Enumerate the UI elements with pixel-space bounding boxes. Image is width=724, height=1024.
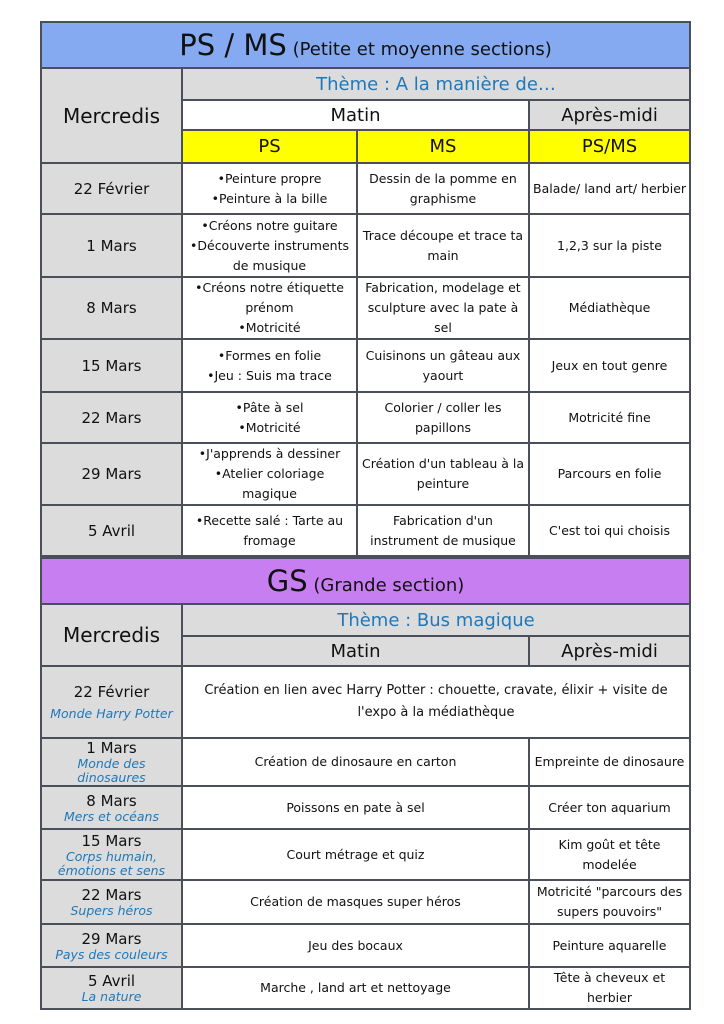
gs-afternoon-header: Après-midi	[529, 636, 690, 666]
ps-activity-item: •Pâte à sel	[235, 399, 304, 415]
ms-activity: Création d'un tableau à la peinture	[357, 443, 529, 505]
day-date: 1 Mars	[41, 214, 182, 277]
afternoon-activity: Créer ton aquarium	[529, 786, 690, 829]
table-row	[41, 738, 690, 786]
ms-activity: Cuisinons un gâteau aux yaourt	[357, 339, 529, 392]
day-subtheme: Corps humain, émotions et sens	[57, 848, 166, 878]
day-date: 22 Février	[41, 163, 182, 214]
ps-activity-item: •J'apprends à dessiner	[198, 446, 341, 461]
gs-title-row	[41, 558, 690, 604]
day-date-cell	[41, 666, 182, 738]
table-row	[41, 786, 690, 829]
ps-activity	[182, 214, 357, 277]
ps-activity-item: •Motricité	[238, 320, 301, 335]
ps-ms-title-main: PS / MS	[179, 28, 287, 62]
day-date: 22 Mars	[41, 392, 182, 443]
table-row	[41, 214, 690, 277]
day-date: 8 Mars	[86, 791, 137, 810]
afternoon-activity: Balade/ land art/ herbier	[529, 163, 690, 214]
ps-activity	[182, 163, 357, 214]
ps-ms-day-header: Mercredis	[41, 68, 182, 163]
gs-day-header: Mercredis	[41, 604, 182, 666]
afternoon-activity: Parcours en folie	[529, 443, 690, 505]
table-row	[41, 339, 690, 392]
day-date: 29 Mars	[81, 929, 142, 948]
table-row	[41, 880, 690, 924]
ps-ms-morning-header: Matin	[182, 100, 529, 130]
afternoon-activity: Jeux en tout genre	[529, 339, 690, 392]
day-date-cell	[41, 880, 182, 924]
day-date-cell	[41, 829, 182, 880]
afternoon-activity: Kim goût et tête modelée	[529, 829, 690, 880]
ps-activity-item: •Créons notre étiquette prénom	[195, 280, 344, 315]
day-date: 5 Avril	[87, 972, 136, 990]
ps-activity-item: •Motricité	[238, 419, 301, 435]
day-date: 1 Mars	[86, 739, 137, 757]
ps-activity-item: •Peinture propre	[217, 170, 322, 186]
gs-title-main: GS	[266, 564, 308, 598]
day-date: 22 Mars	[81, 886, 142, 904]
ps-ms-title	[41, 22, 690, 68]
ps-column-header: PS	[182, 130, 357, 163]
ps-activity-item: •Atelier coloriage magique	[214, 466, 325, 501]
day-date-cell	[41, 738, 182, 786]
afternoon-activity: Tête à cheveux et herbier	[529, 967, 690, 1009]
gs-title	[41, 558, 690, 604]
table-row	[41, 505, 690, 556]
ps-activity-item: •Découverte instruments de musique	[190, 237, 349, 273]
afternoon-activity: 1,2,3 sur la piste	[529, 214, 690, 277]
day-date-cell	[41, 967, 182, 1009]
morning-activity: Création de dinosaure en carton	[182, 738, 529, 786]
day-date: 15 Mars	[81, 831, 142, 850]
gs-morning-header: Matin	[182, 636, 529, 666]
ms-column-header: MS	[357, 130, 529, 163]
day-subtheme: Monde Harry Potter	[50, 706, 173, 721]
ps-ms-title-row	[41, 22, 690, 68]
table-row	[41, 829, 690, 880]
ms-activity: Trace découpe et trace ta main	[357, 214, 529, 277]
morning-activity: Marche , land art et nettoyage	[182, 967, 529, 1009]
ms-activity: Colorier / coller les papillons	[357, 392, 529, 443]
afternoon-activity: Motricité fine	[529, 392, 690, 443]
morning-activity: Poissons en pate à sel	[182, 786, 529, 829]
ps-activity	[182, 505, 357, 556]
morning-activity: Création de masques super héros	[182, 880, 529, 924]
ps-activity-item: •Recette salé : Tarte au fromage	[195, 512, 344, 548]
ps-activity	[182, 339, 357, 392]
morning-activity: Court métrage et quiz	[182, 829, 529, 880]
ms-activity: Fabrication d'un instrument de musique	[357, 505, 529, 556]
ps-activity-item: •Peinture à la bille	[211, 190, 328, 206]
table-row	[41, 277, 690, 339]
day-subtheme: Pays des couleurs	[55, 946, 168, 962]
table-row	[41, 443, 690, 505]
table-row	[41, 666, 690, 738]
ps-ms-title-sub: (Petite et moyenne sections)	[292, 39, 552, 60]
day-date: 29 Mars	[41, 443, 182, 505]
day-date-cell	[41, 924, 182, 967]
ps-ms-schedule-table	[40, 21, 691, 557]
afternoon-activity: Peinture aquarelle	[529, 924, 690, 967]
day-date: 8 Mars	[41, 277, 182, 339]
day-date: 15 Mars	[41, 339, 182, 392]
ps-activity-item: •Créons notre guitare	[201, 217, 338, 233]
afternoon-activity: Motricité "parcours des supers pouvoirs"	[529, 880, 690, 924]
ps-ms-theme: Thème : A la manière de…	[182, 68, 690, 100]
day-date: 5 Avril	[41, 505, 182, 556]
ps-activity	[182, 392, 357, 443]
day-date-cell	[41, 786, 182, 829]
ps-activity	[182, 277, 357, 339]
ms-activity: Dessin de la pomme en graphisme	[357, 163, 529, 214]
ps-ms-column-header: PS/MS	[529, 130, 690, 163]
ps-ms-afternoon-header: Après-midi	[529, 100, 690, 130]
ms-activity: Fabrication, modelage et sculpture avec la pate à sel	[357, 277, 529, 339]
day-subtheme: La nature	[81, 989, 142, 1004]
gs-schedule-table	[40, 557, 691, 1010]
table-row	[41, 967, 690, 1009]
full-day-activity: Création en lien avec Harry Potter : chouette, cravate, élixir + visite de l'expo à la médiathèque	[182, 666, 690, 738]
day-date: 22 Février	[73, 683, 150, 701]
day-subtheme: Supers héros	[70, 903, 153, 918]
ps-activity	[182, 443, 357, 505]
ps-activity-item: •Formes en folie	[217, 347, 322, 363]
gs-title-sub: (Grande section)	[313, 575, 465, 596]
table-row	[41, 924, 690, 967]
afternoon-activity: Médiathèque	[529, 277, 690, 339]
table-row	[41, 392, 690, 443]
gs-theme: Thème : Bus magique	[182, 604, 690, 636]
day-subtheme: Mers et océans	[64, 808, 159, 824]
afternoon-activity: C'est toi qui choisis	[529, 505, 690, 556]
afternoon-activity: Empreinte de dinosaure	[529, 738, 690, 786]
ps-activity-item: •Jeu : Suis ma trace	[207, 367, 332, 383]
day-subtheme: Monde des dinosaures	[77, 756, 146, 785]
morning-activity: Jeu des bocaux	[182, 924, 529, 967]
table-row	[41, 163, 690, 214]
